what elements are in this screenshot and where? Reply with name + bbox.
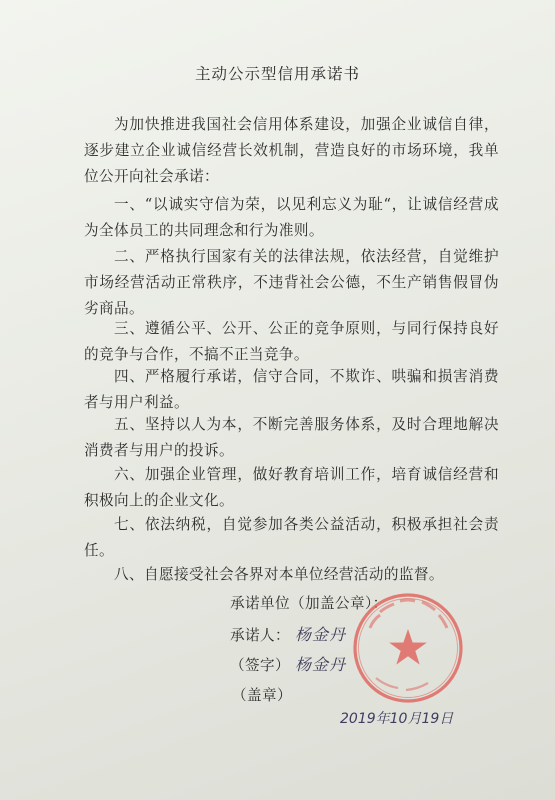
official-seal <box>350 590 466 706</box>
clause-4: 四、严格履行承诺，信守合同，不欺诈、哄骗和损害消费者与用户利益。 <box>84 368 499 411</box>
clause-3: 三、遵循公平、公开、公正的竞争原则，与同行保持良好的竞争与合作，不搞不正当竞争。 <box>84 320 499 363</box>
clause-2: 二、严格执行国家有关的法律法规，依法经营，自觉维护市场经营活动正常秩序，不违背社会公德，不生产销售假冒伪劣商品。 <box>84 248 499 317</box>
clause-1: 一、“以诚实守信为荣，以见利忘义为耻“，让诚信经营成为全体员工的共同理念和行为准则。 <box>84 196 499 239</box>
sign-line <box>230 652 346 675</box>
handwritten-date: 2019年10月19日 <box>340 711 454 727</box>
promisor-handwritten-name: 杨金丹 <box>295 625 347 644</box>
sign-label: （签字） <box>230 657 290 674</box>
promisor-line <box>230 622 346 645</box>
clause-7: 七、依法纳税，自觉参加各类公益活动，积极承担社会责任。 <box>84 516 499 559</box>
intro-paragraph: 为加快推进我国社会信用体系建设，加强企业诚信自律，逐步建立企业诚信经营长效机制，营造良好的市场环境，我单位公开向社会承诺： <box>84 116 499 185</box>
clause-6: 六、加强企业管理，做好教育培训工作，培育诚信经营和积极向上的企业文化。 <box>84 466 499 509</box>
unit-label: 承诺单位（加盖公章）： <box>230 595 388 612</box>
clause-5: 五、坚持以人为本，不断完善服务体系，及时合理地解决消费者与用户的投诉。 <box>84 416 499 459</box>
seal-label: （盖章） <box>232 687 292 704</box>
sign-handwritten-name: 杨金丹 <box>295 655 347 674</box>
clause-8: 八、自愿接受社会各界对本单位经营活动的监督。 <box>114 566 444 583</box>
document-title: 主动公示型信用承诺书 <box>194 65 360 83</box>
promisor-label: 承诺人： <box>230 627 290 644</box>
